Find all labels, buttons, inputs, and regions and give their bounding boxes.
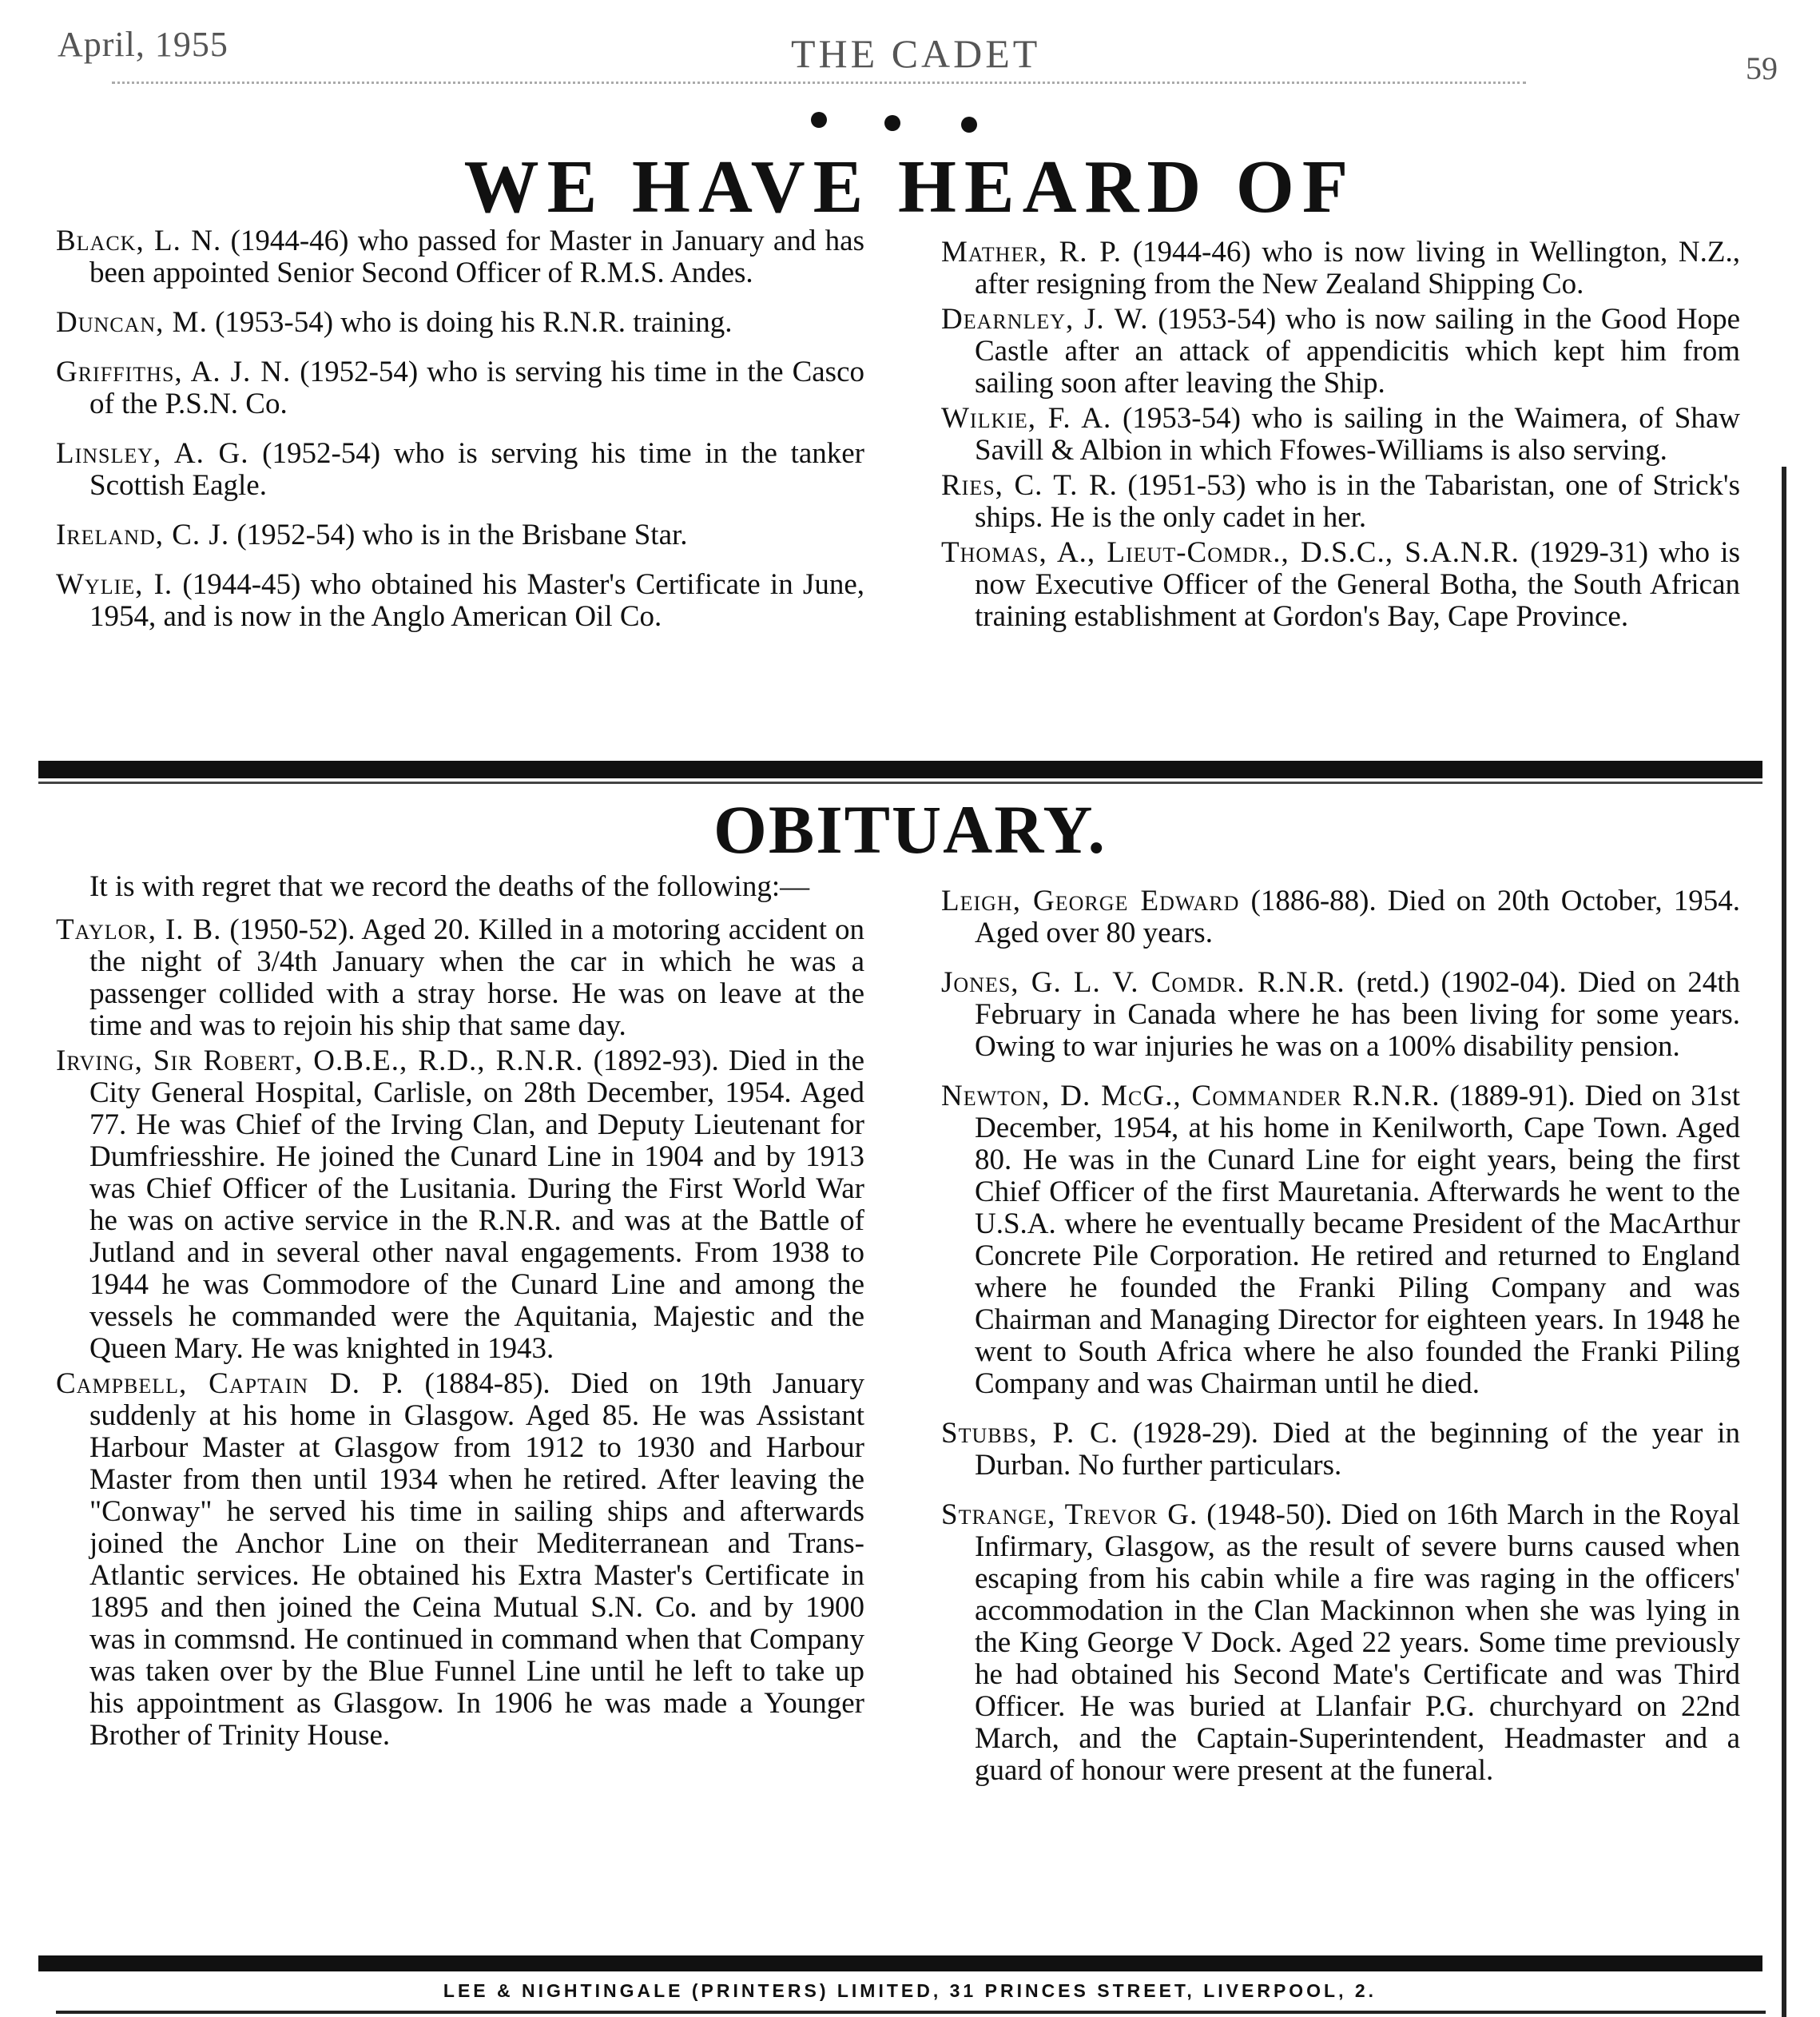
entry-name: Irving, Sir Robert, O.B.E., R.D., R.N.R. — [56, 1044, 584, 1077]
dot-ornament-icon — [884, 115, 900, 131]
heard-entry — [56, 438, 864, 502]
entry-text: (1929-31) who is now Executive Officer of the General Botha, the South African training establishment at Gordon's Bay, Cape Province. — [975, 536, 1740, 633]
entry-text: (1944-45) who obtained his Master's Certificate in June, 1954, and is now in the Anglo American Oil Co. — [89, 568, 864, 633]
obituary-entry — [941, 967, 1740, 1063]
entry-text: (1889-91). Died on 31st December, 1954, at his home in Kenilworth, Cape Town. Aged 80. He was in the Cunard Line for eight years, being the first Chief Officer of the first Mauretania. Afterwards he went to the U.S.A. where he eventually became President of the MacArthur Concrete Pile Corporation. He retired and returned to England where he founded the Franki Piling Company and was Chairman and Managing Director for eighteen years. In 1948 he went to South Africa where he also founded the Franki Piling Company and was Chairman until he died. — [975, 1080, 1740, 1400]
issue-date: April, 1955 — [58, 25, 228, 64]
entry-text: (1884-85). Died on 19th January suddenly at his home in Glasgow. Aged 85. He was Assistant Harbour Master at Glasgow from 1912 to 1930 and Harbour Master from then until 1934 when he retired. After leaving the "Conway" he served his time in sailing ships and afterwards joined the Anchor Line on their Mediterranean and Trans-Atlantic services. He obtained his Extra Master's Certificate in 1895 and then joined the Ceina Mutual S.N. Co. and by 1900 was in commsnd. He continued in command when that Company was taken over by the Blue Funnel Line until he left to take up his appointment as Glasgow. In 1906 he was made a Younger Brother of Trinity House. — [89, 1367, 864, 1752]
entry-name: Dearnley, J. W. — [941, 303, 1149, 336]
bottom-rule — [56, 2011, 1766, 2014]
heard-entry — [941, 537, 1740, 633]
entry-text: (1892-93). Died in the City General Hospital, Carlisle, on 28th December, 1954. Aged 77. He was Chief of the Irving Clan, and Deputy Lieutenant for Dumfriesshire. He joined the Cunard Line in 1904 and by 1913 was Chief Officer of the Lusitania. During the First World War he was on active service in the R.N.R. and was at the Battle of Jutland and in several other naval engagements. From 1938 to 1944 he was Commodore of the Cunard Line and among the vessels he commanded were the Aquitania, Majestic and the Queen Mary. He was knighted in 1943. — [89, 1044, 864, 1365]
right-border-line — [1782, 467, 1786, 2017]
magazine-title: THE CADET — [791, 31, 1041, 76]
obituary-entry — [941, 1080, 1740, 1400]
entry-name: Thomas, A., Lieut-Comdr., D.S.C., S.A.N.R. — [941, 536, 1520, 569]
section-divider-bar — [38, 761, 1762, 778]
entry-name: Wilkie, F. A. — [941, 402, 1112, 435]
entry-text: (1953-54) who is sailing in the Waimera, of Shaw Savill & Albion in which Ffowes-Williams is also serving. — [975, 402, 1740, 467]
entry-text: (1953-54) who is now sailing in the Good Hope Castle after an attack of appendicitis which kept him from sailing soon after leaving the Ship. — [975, 303, 1741, 400]
obituary-entry — [941, 885, 1740, 949]
entry-text: (1944-46) who is now living in Wellington, N.Z., after resigning from the New Zealand Shipping Co. — [975, 236, 1740, 300]
printer-imprint: LEE & NIGHTINGALE (PRINTERS) LIMITED, 31 PRINCES STREET, LIVERPOOL, 2. — [443, 1980, 1377, 2001]
obituary-intro — [56, 871, 864, 903]
heard-left-column — [56, 225, 864, 650]
heard-entry — [56, 307, 864, 339]
heard-entry — [941, 403, 1740, 467]
entry-name: Griffiths, A. J. N. — [56, 356, 292, 388]
entry-text: (1951-53) who is in the Tabaristan, one of Strick's ships. He is the only cadet in her. — [975, 469, 1740, 534]
obituary-right-column — [941, 885, 1740, 1804]
heard-entry — [56, 569, 864, 633]
heard-of-heading: WE HAVE HEARD OF — [463, 145, 1357, 229]
entry-name: Stubbs, P. C. — [941, 1417, 1119, 1450]
entry-text: (1952-54) who is serving his time in the Casco of the P.S.N. Co. — [89, 356, 864, 420]
obituary-entry — [56, 1045, 864, 1365]
entry-name: Leigh, George Edward — [941, 885, 1240, 917]
ornament-dots — [811, 110, 987, 134]
heard-entry — [941, 470, 1740, 534]
entry-text: (1886-88). Died on 20th October, 1954. Aged over 80 years. — [975, 885, 1740, 949]
bottom-divider-bar — [38, 1955, 1762, 1971]
heard-right-column — [941, 237, 1740, 636]
entry-name: Linsley, A. G. — [56, 437, 249, 470]
obituary-heading: OBITUARY. — [713, 791, 1107, 868]
entry-name: Ireland, C. J. — [56, 519, 230, 551]
entry-text: (1948-50). Died on 16th March in the Royal Infirmary, Glasgow, as the result of severe burns caused when escaping from his cabin while a fire was raging in the officers' accommodation in the Clan Mackinnon when she was lying in the King George V Dock. Aged 22 years. Some time previously he had obtained his Second Mate's Certificate and was Third Officer. He was buried at Llanfair P.G. churchyard on 22nd March, and the Captain-Superintendent, Headmaster and a guard of honour were present at the funeral. — [975, 1498, 1740, 1787]
obituary-entry — [941, 1418, 1740, 1482]
obituary-left-column — [56, 871, 864, 1755]
obituary-entry — [56, 914, 864, 1042]
entry-name: Black, L. N. — [56, 225, 222, 257]
entry-text: (1953-54) who is doing his R.N.R. training. — [207, 306, 733, 339]
heard-entry — [56, 356, 864, 420]
obituary-entry — [941, 1499, 1740, 1787]
entry-name: Campbell, Captain D. P. — [56, 1367, 404, 1400]
entry-text: (1928-29). Died at the beginning of the year in Durban. No further particulars. — [975, 1417, 1740, 1482]
entry-name: Ries, C. T. R. — [941, 469, 1118, 502]
entry-name: Taylor, I. B. — [56, 913, 222, 946]
entry-name: Newton, D. McG., Commander R.N.R. — [941, 1080, 1441, 1112]
entry-text: (1944-46) who passed for Master in January and has been appointed Senior Second Officer of R.M.S. Andes. — [89, 225, 864, 289]
heard-entry — [941, 237, 1740, 300]
obituary-entry — [56, 1368, 864, 1752]
heard-entry — [56, 225, 864, 289]
section-divider-rule — [38, 782, 1762, 784]
entry-text: (retd.) (1902-04). Died on 24th February in Canada where he has been living for some years. Owing to war injuries he was on a 100% disability pension. — [975, 966, 1740, 1063]
page-number: 59 — [1746, 50, 1778, 86]
dot-ornament-icon — [811, 112, 827, 128]
entry-name: Jones, G. L. V. Comdr. R.N.R. — [941, 966, 1345, 999]
dot-ornament-icon — [961, 117, 977, 133]
entry-name: Wylie, I. — [56, 568, 173, 601]
heard-entry — [941, 304, 1740, 400]
heard-entry — [56, 519, 864, 551]
entry-name: Mather, R. P. — [941, 236, 1122, 269]
entry-text: (1952-54) who is in the Brisbane Star. — [229, 519, 688, 551]
entry-text: (1950-52). Aged 20. Killed in a motoring accident on the night of 3/4th January when the car in which he was a passenger collided with a stray horse. He was on leave at the time and was to rejoin his ship that same day. — [89, 913, 864, 1042]
intro-text: It is with regret that we record the deaths of the following:— — [89, 870, 810, 903]
entry-text: (1952-54) who is serving his time in the tanker Scottish Eagle. — [89, 437, 865, 502]
entry-name: Strange, Trevor G. — [941, 1498, 1198, 1531]
header-rule — [112, 82, 1526, 84]
entry-name: Duncan, M. — [56, 306, 208, 339]
